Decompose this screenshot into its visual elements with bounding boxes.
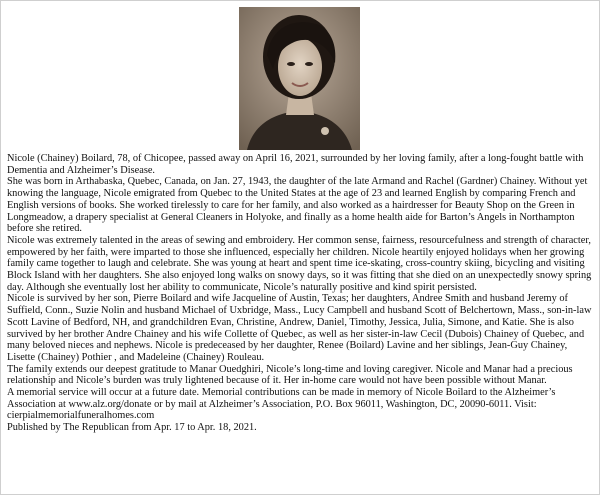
paragraph-survivors: Nicole is survived by her son, Pierre Boilard and wife Jacqueline of Austin, Texas; her daughters, Andree Smith and husband Jeremy of Suffield, Conn., Suzie Nolin and husband Michael of Uxbridge, Mass., Lucy Campbell and husband Scott of Belchertown, Mass., son-in-law Scott Lavine of Bedford, NH, and grandchildren Evan, Christine, Andrew, Daniel, Timothy, Jessica, Julia, Simone, and Katie. She is also survived by her brother Andre Chainey and his wife Collette of Quebec, as well as her sister-in-law Cecil (Dubois) Chainey of Quebec, and many beloved nieces and nephews. Nicole is predeceased by her daughter, Renee (Boilard) Lavine and her siblings, Jean-Guy Chainey, Lisette (Chainey) Pothier , and Madeleine (Chainey) Rouleau.	[7, 293, 592, 363]
paragraph-memorial: A memorial service will occur at a future date. Memorial contributions can be made in memory of Nicole Boilard to the Alzheimer’s Association at www.alz.org/donate or by mail at Alzheimer’s Association, P.O. Box 96011, Washington, DC, 20090-6011. Visit: cierpialmemorialfuneralhomes.com	[7, 387, 556, 422]
portrait-image	[239, 7, 360, 150]
paragraph-talents: Nicole was extremely talented in the areas of sewing and embroidery. Her common sense, fairness, resourcefulness and strength of character, empowered by her faith, were imparted to those she influenced, especially her children. Nicole heartily enjoyed holidays when her growing family came together to laugh and celebrate. She was young at heart and spent time ice-skating, cross-country skiing, bicycling and visiting Block Island with her daughters. She also enjoyed long walks on snowy days, so it was fitting that she died on an unexpectedly snowy spring day. Although she eventually lost her ability to communicate, Nicole’s naturally positive and kind spirit persisted.	[7, 234, 592, 293]
paragraph-intro: Nicole (Chainey) Boilard, 78, of Chicopee, passed away on April 16, 2021, surrounded by her loving family, after a long-fought battle with Dementia and Alzheimer’s Disease.	[7, 153, 584, 176]
publication-note: Published by The Republican from Apr. 17 to Apr. 18, 2021.	[7, 422, 257, 434]
paragraph-early-life: She was born in Arthabaska, Quebec, Canada, on Jan. 27, 1943, the daughter of the late Armand and Rachel (Gardner) Chainey. Without yet knowing the language, Nicole emigrated from Quebec to the United States at the age of 23 and learned English by comparing French and English versions of books. She worked tirelessly to care for her family, and also worked as a hairdresser for Beauty Shop on the Green in Longmeadow, a drapery specialist at General Cleaners in Holyoke, and finally as a home health aide for Barton’s Angels in Northampton before she retired.	[7, 176, 588, 235]
obituary-text	[7, 153, 595, 434]
portrait-photo	[239, 7, 360, 150]
paragraph-gratitude: The family extends our deepest gratitude to Manar Ouedghiri, Nicole’s long-time and loving caregiver. Nicole and Manar had a precious relationship and Nicole’s burden was truly lightened because of it. Her in-home care would not have been possible without Manar.	[7, 363, 573, 387]
